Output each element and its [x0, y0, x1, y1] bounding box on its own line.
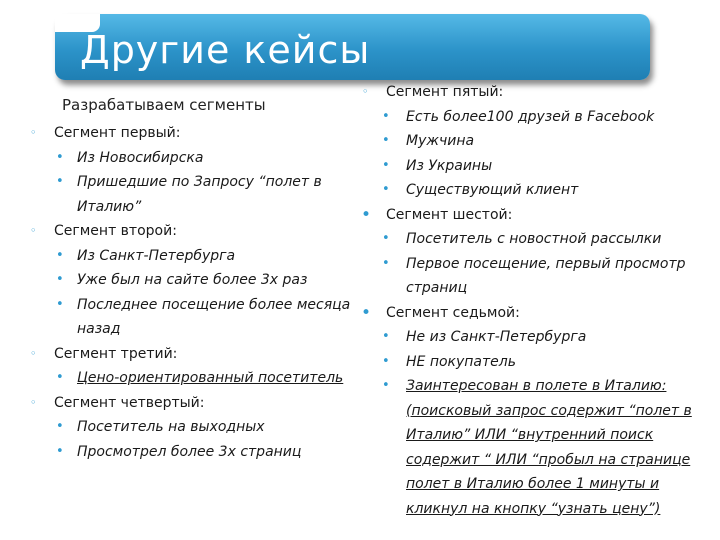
bullet-icon: •	[382, 255, 390, 271]
bullet-icon: •	[56, 272, 64, 287]
list-item: • НЕ покупатель	[362, 350, 717, 375]
list-item: • Из Украины	[362, 154, 717, 179]
subtitle: Разрабатываем сегменты	[62, 96, 266, 114]
ring-bullet-icon: ◦	[30, 224, 37, 237]
bullet-icon: •	[56, 419, 64, 434]
bullet-icon: •	[382, 353, 390, 369]
ring-bullet-icon: ◦	[362, 85, 369, 98]
bullet-icon: •	[382, 133, 390, 148]
list-item: • Пришедшие по Запросу “полет в Италию”	[30, 170, 370, 219]
segment-7: • Сегмент седьмой:	[362, 301, 717, 326]
bullet-icon: •	[382, 329, 390, 344]
list-item: • Из Санкт-Петербурга	[30, 244, 370, 269]
right-column	[362, 80, 717, 521]
left-column	[30, 121, 370, 464]
segment-5: ◦ Сегмент пятый:	[362, 80, 717, 105]
segment-3: ◦ Сегмент третий:	[30, 342, 370, 367]
segment-1: ◦ Сегмент первый:	[30, 121, 370, 146]
ring-bullet-icon: ◦	[30, 126, 37, 139]
bullet-icon: •	[56, 443, 64, 459]
list-item: • Из Новосибирска	[30, 146, 370, 171]
list-item: • Посетитель на выходных	[30, 415, 370, 440]
bullet-icon: •	[382, 182, 390, 197]
list-item: • Существующий клиент	[362, 178, 717, 203]
list-item: • Мужчина	[362, 129, 717, 154]
list-item: • Заинтересован в полете в Италию: (поисковый запрос содержит “полет в Италию” ИЛИ “внутренний поиск содержит “ ИЛИ “пробыл на странице полет в Италию более 1 минуты и кликнул на кнопку “узнать цену”)	[362, 374, 717, 521]
list-item: • Цено-ориентированный посетитель	[30, 366, 370, 391]
bullet-icon: •	[56, 149, 64, 165]
bullet-icon: •	[382, 157, 390, 173]
bullet-icon: •	[382, 231, 390, 246]
dot-bullet-icon: •	[361, 204, 372, 225]
list-item: • Просмотрел более 3х страниц	[30, 440, 370, 465]
list-item: • Первое посещение, первый просмотр страниц	[362, 252, 717, 301]
list-item: • Посетитель с новостной рассылки	[362, 227, 717, 252]
segment-4: ◦ Сегмент четвертый:	[30, 391, 370, 416]
bullet-icon: •	[382, 108, 390, 124]
segment-6: • Сегмент шестой:	[362, 203, 717, 228]
segment-2: ◦ Сегмент второй:	[30, 219, 370, 244]
list-item: • Уже был на сайте более 3х раз	[30, 268, 370, 293]
bullet-icon: •	[382, 378, 390, 393]
list-item: • Есть более100 друзей в Facebook	[362, 105, 717, 130]
list-item: • Не из Санкт-Петербурга	[362, 325, 717, 350]
bullet-icon: •	[56, 174, 64, 189]
dot-bullet-icon: •	[361, 302, 372, 323]
bullet-icon: •	[56, 247, 64, 263]
page-title: Другие кейсы	[80, 28, 371, 72]
bullet-icon: •	[56, 370, 64, 385]
bullet-icon: •	[56, 296, 64, 312]
list-item: • Последнее посещение более месяца назад	[30, 293, 370, 342]
ring-bullet-icon: ◦	[30, 395, 37, 409]
ring-bullet-icon: ◦	[30, 346, 37, 360]
